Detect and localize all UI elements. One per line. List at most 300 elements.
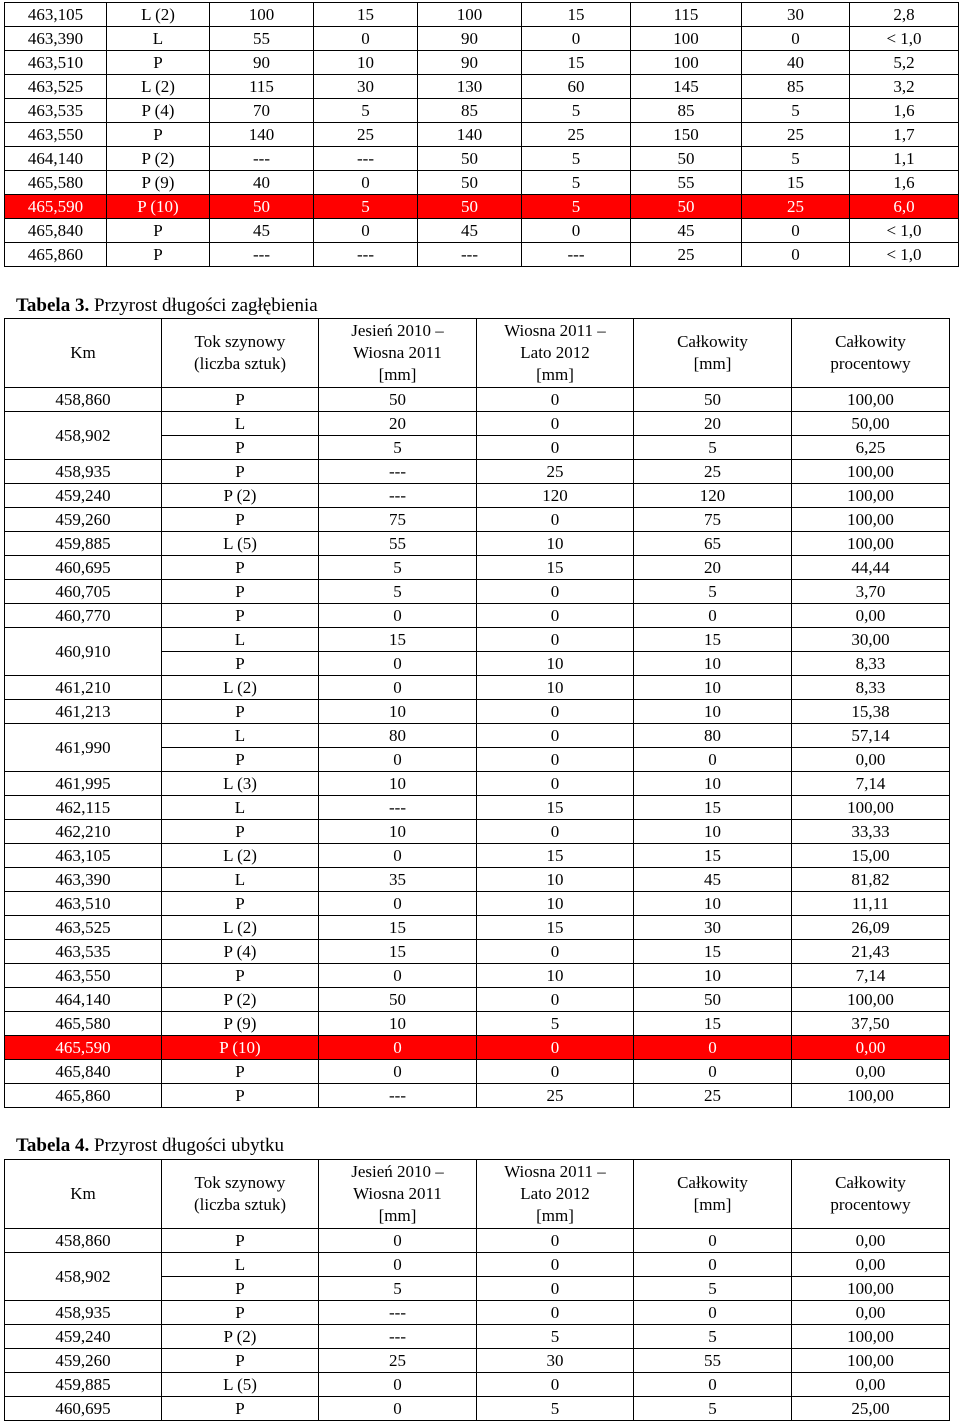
table-cell: L xyxy=(162,868,319,892)
column-header xyxy=(162,319,319,388)
table-row xyxy=(5,508,950,532)
table-cell: 0 xyxy=(319,1036,477,1060)
km-cell: 459,260 xyxy=(5,508,162,532)
table-cell: 30 xyxy=(742,3,850,27)
table-cell: 5 xyxy=(634,1325,792,1349)
table-cell: L (3) xyxy=(162,772,319,796)
column-header-line: Lato 2012 xyxy=(520,343,590,362)
table-cell: 70 xyxy=(210,99,314,123)
column-header-line: Wiosna 2011 xyxy=(353,1184,442,1203)
table-cell: 0,00 xyxy=(792,1060,950,1084)
table-cell: P (2) xyxy=(162,484,319,508)
table-row xyxy=(5,1349,950,1373)
table-cell: 100 xyxy=(210,3,314,27)
table-cell: 120 xyxy=(634,484,792,508)
table-cell: 100,00 xyxy=(792,988,950,1012)
table-cell: 10 xyxy=(634,892,792,916)
table-cell: 30,00 xyxy=(792,628,950,652)
table-cell: 15 xyxy=(742,171,850,195)
table-cell: L xyxy=(162,796,319,820)
table-cell: P xyxy=(162,700,319,724)
table-cell: 55 xyxy=(631,171,742,195)
column-header-line: [mm] xyxy=(536,1206,574,1225)
table-cell: 15 xyxy=(634,796,792,820)
table-cell: P xyxy=(162,820,319,844)
table-cell: 0,00 xyxy=(792,604,950,628)
table-cell: 55 xyxy=(634,1349,792,1373)
column-header-line: Wiosna 2011 – xyxy=(504,1162,606,1181)
table-cell: 10 xyxy=(634,964,792,988)
column-header xyxy=(792,319,950,388)
table-cell: 45 xyxy=(210,219,314,243)
table-cell: 140 xyxy=(418,123,522,147)
table-cell: 5 xyxy=(634,1397,792,1421)
table-cell: 10 xyxy=(477,532,634,556)
table-cell: 2,8 xyxy=(850,3,959,27)
km-cell: 463,535 xyxy=(5,940,162,964)
table-cell: 100,00 xyxy=(792,1084,950,1108)
table-row xyxy=(5,988,950,1012)
table-cell: 0 xyxy=(477,1253,634,1277)
column-header-line: Całkowity xyxy=(835,332,906,351)
table-cell: 65 xyxy=(634,532,792,556)
table-cell: 0 xyxy=(522,27,631,51)
table-cell: 50 xyxy=(210,195,314,219)
table-row xyxy=(5,1253,950,1277)
column-header xyxy=(634,319,792,388)
km-cell: 459,240 xyxy=(5,484,162,508)
table-cell: 15,38 xyxy=(792,700,950,724)
table-cell: 5 xyxy=(319,1277,477,1301)
table-cell: 463,390 xyxy=(5,27,107,51)
km-cell: 458,902 xyxy=(5,412,162,460)
table-cell: 3,70 xyxy=(792,580,950,604)
table-cell: 20 xyxy=(634,556,792,580)
table-row xyxy=(5,51,959,75)
column-header-line: [mm] xyxy=(378,365,417,384)
table-cell: 0 xyxy=(477,700,634,724)
km-cell: 465,580 xyxy=(5,1012,162,1036)
table-cell: 15 xyxy=(477,844,634,868)
table-cell: 25 xyxy=(631,243,742,267)
table-cell: 5,2 xyxy=(850,51,959,75)
table-cell: 55 xyxy=(319,532,477,556)
table-cell: 140 xyxy=(210,123,314,147)
table-cell: 1,6 xyxy=(850,99,959,123)
km-cell: 463,510 xyxy=(5,892,162,916)
table-cell: 0 xyxy=(634,1036,792,1060)
table-cell: 0 xyxy=(319,1397,477,1421)
table-cell: 10 xyxy=(477,964,634,988)
table-cell: 0 xyxy=(477,628,634,652)
table-cell: 1,6 xyxy=(850,171,959,195)
table-cell: 0 xyxy=(634,1060,792,1084)
table-cell: 0 xyxy=(742,219,850,243)
table-cell: 465,580 xyxy=(5,171,107,195)
table-cell: 5 xyxy=(477,1012,634,1036)
table-cell: --- xyxy=(210,243,314,267)
table-cell: 15 xyxy=(634,1012,792,1036)
table-cell: 15 xyxy=(319,916,477,940)
table3-depression-length-growth xyxy=(4,318,950,1108)
table-cell: 0 xyxy=(477,772,634,796)
table-cell: 0 xyxy=(634,748,792,772)
table-cell: 8,33 xyxy=(792,676,950,700)
table-cell: 50,00 xyxy=(792,412,950,436)
table-cell: P xyxy=(162,1277,319,1301)
table-cell: P (2) xyxy=(107,147,210,171)
table-cell: 0 xyxy=(477,1277,634,1301)
table-cell: 5 xyxy=(522,99,631,123)
table-row xyxy=(5,940,950,964)
table-cell: 465,840 xyxy=(5,219,107,243)
km-cell: 460,910 xyxy=(5,628,162,676)
km-cell: 459,885 xyxy=(5,1373,162,1397)
table4-caption xyxy=(16,1134,284,1158)
table-cell: P xyxy=(162,892,319,916)
table-row xyxy=(5,27,959,51)
table-cell: 5 xyxy=(522,147,631,171)
table-cell: L (2) xyxy=(162,676,319,700)
table-cell: 50 xyxy=(634,988,792,1012)
table-cell: 0 xyxy=(319,844,477,868)
km-cell: 465,840 xyxy=(5,1060,162,1084)
table-cell: 25 xyxy=(314,123,418,147)
table-cell: 45 xyxy=(418,219,522,243)
table-cell: 37,50 xyxy=(792,1012,950,1036)
table-cell: P (9) xyxy=(162,1012,319,1036)
km-cell: 461,210 xyxy=(5,676,162,700)
table-cell: 10 xyxy=(634,652,792,676)
table-cell: L xyxy=(107,27,210,51)
column-header-line: (liczba sztuk) xyxy=(193,354,287,373)
km-cell: 460,695 xyxy=(5,556,162,580)
table-cell: P xyxy=(162,1301,319,1325)
table-row xyxy=(5,460,950,484)
table-cell: 50 xyxy=(319,388,477,412)
table-cell: 100 xyxy=(631,27,742,51)
table-cell: 0,00 xyxy=(792,748,950,772)
table-cell: 465,590 xyxy=(5,195,107,219)
table-cell: 0 xyxy=(477,1229,634,1253)
table-cell: 115 xyxy=(631,3,742,27)
km-cell: 459,260 xyxy=(5,1349,162,1373)
table-cell: P xyxy=(162,604,319,628)
column-header-line: Wiosna 2011 – xyxy=(504,321,606,340)
table-cell: 464,140 xyxy=(5,147,107,171)
table-cell: --- xyxy=(210,147,314,171)
table-cell: 5 xyxy=(319,556,477,580)
table-cell: 85 xyxy=(742,75,850,99)
table-cell: L (2) xyxy=(162,844,319,868)
table-row xyxy=(5,219,959,243)
table-cell: 100,00 xyxy=(792,460,950,484)
table-cell: 0 xyxy=(319,964,477,988)
table-cell: 463,105 xyxy=(5,3,107,27)
table-cell: P (2) xyxy=(162,988,319,1012)
table-cell: 100,00 xyxy=(792,508,950,532)
table-cell: L xyxy=(162,1253,319,1277)
table-row-highlighted xyxy=(5,1036,950,1060)
table-cell: 0 xyxy=(319,1373,477,1397)
table-cell: L (2) xyxy=(107,3,210,27)
table4-caption-number: Tabela 4. xyxy=(16,1135,90,1156)
table-row xyxy=(5,796,950,820)
column-header-line: [mm] xyxy=(693,1195,732,1214)
table-cell: 5 xyxy=(742,99,850,123)
table-cell: 40 xyxy=(742,51,850,75)
table-row xyxy=(5,820,950,844)
column-header-line: Wiosna 2011 xyxy=(353,343,442,362)
table-cell: P (10) xyxy=(162,1036,319,1060)
table-cell: 0 xyxy=(634,1229,792,1253)
table-cell: 15 xyxy=(477,916,634,940)
table-cell: 100,00 xyxy=(792,388,950,412)
table-cell: 60 xyxy=(522,75,631,99)
table-row-highlighted xyxy=(5,195,959,219)
column-header-line: Lato 2012 xyxy=(520,1184,590,1203)
table-row xyxy=(5,412,950,436)
column-header xyxy=(162,1160,319,1229)
column-header-line: Jesień 2010 – xyxy=(351,1162,444,1181)
table-cell: 100 xyxy=(631,51,742,75)
km-cell: 458,860 xyxy=(5,1229,162,1253)
km-cell: 463,525 xyxy=(5,916,162,940)
table-cell: P xyxy=(107,219,210,243)
table-cell: --- xyxy=(314,243,418,267)
table-cell: --- xyxy=(319,1084,477,1108)
table-cell: 8,33 xyxy=(792,652,950,676)
column-header-line: Całkowity xyxy=(677,1173,748,1192)
table-cell: 0 xyxy=(742,27,850,51)
table-row xyxy=(5,916,950,940)
table-cell: 26,09 xyxy=(792,916,950,940)
table-cell: --- xyxy=(319,1301,477,1325)
table-row xyxy=(5,123,959,147)
table-cell: 90 xyxy=(210,51,314,75)
km-cell: 458,860 xyxy=(5,388,162,412)
table-cell: 15 xyxy=(522,51,631,75)
table-cell: 120 xyxy=(477,484,634,508)
km-cell: 463,390 xyxy=(5,868,162,892)
table-cell: 30 xyxy=(634,916,792,940)
table-cell: 463,510 xyxy=(5,51,107,75)
table-cell: 15 xyxy=(314,3,418,27)
table-cell: 0 xyxy=(634,1301,792,1325)
table-cell: 0 xyxy=(314,27,418,51)
table-cell: 100 xyxy=(418,3,522,27)
table-cell: 25 xyxy=(742,195,850,219)
table-cell: 7,14 xyxy=(792,964,950,988)
table-cell: 10 xyxy=(634,676,792,700)
table-row xyxy=(5,628,950,652)
table-cell: 5 xyxy=(522,171,631,195)
table-cell: 0 xyxy=(319,1253,477,1277)
table-cell: 5 xyxy=(319,436,477,460)
table-cell: 1,1 xyxy=(850,147,959,171)
table-cell: L xyxy=(162,412,319,436)
table-cell: 50 xyxy=(631,147,742,171)
km-cell: 463,550 xyxy=(5,964,162,988)
column-header-line: [mm] xyxy=(693,354,732,373)
table-cell: 145 xyxy=(631,75,742,99)
table-cell: 0 xyxy=(319,748,477,772)
table-row xyxy=(5,75,959,99)
km-cell: 465,590 xyxy=(5,1036,162,1060)
table-cell: 0 xyxy=(319,1060,477,1084)
table-cell: 33,33 xyxy=(792,820,950,844)
table-row xyxy=(5,844,950,868)
table-cell: 80 xyxy=(634,724,792,748)
table-cell: 0 xyxy=(314,171,418,195)
table-cell: 0 xyxy=(634,1373,792,1397)
table-cell: 85 xyxy=(631,99,742,123)
table-cell: 0,00 xyxy=(792,1301,950,1325)
table-row xyxy=(5,1373,950,1397)
table-cell: P xyxy=(162,508,319,532)
table-cell: 0 xyxy=(477,412,634,436)
table-cell: 100,00 xyxy=(792,796,950,820)
table-cell: 45 xyxy=(634,868,792,892)
table-cell: --- xyxy=(314,147,418,171)
table-cell: 15 xyxy=(477,556,634,580)
column-header-line: Całkowity xyxy=(677,332,748,351)
table-cell: 10 xyxy=(319,772,477,796)
table-row xyxy=(5,964,950,988)
table-cell: 25 xyxy=(477,1084,634,1108)
table-row xyxy=(5,1229,950,1253)
table-cell: 15 xyxy=(477,796,634,820)
table-cell: 1,7 xyxy=(850,123,959,147)
table-cell: --- xyxy=(319,460,477,484)
column-header-line: [mm] xyxy=(536,365,574,384)
km-cell: 465,860 xyxy=(5,1084,162,1108)
km-cell: 459,885 xyxy=(5,532,162,556)
table-cell: 25 xyxy=(742,123,850,147)
table-cell: 90 xyxy=(418,51,522,75)
table-cell: 10 xyxy=(314,51,418,75)
table-cell: 50 xyxy=(634,388,792,412)
table-cell: 80 xyxy=(319,724,477,748)
table-cell: --- xyxy=(319,484,477,508)
table-cell: 3,2 xyxy=(850,75,959,99)
table-cell: 50 xyxy=(418,147,522,171)
table-cell: 45 xyxy=(631,219,742,243)
table-cell: P xyxy=(162,1397,319,1421)
table-cell: 7,14 xyxy=(792,772,950,796)
table-cell: 0,00 xyxy=(792,1229,950,1253)
table-cell: 0 xyxy=(319,676,477,700)
table-cell: 50 xyxy=(418,195,522,219)
table-cell: P xyxy=(162,436,319,460)
table-cell: P xyxy=(162,964,319,988)
table-row xyxy=(5,1301,950,1325)
table-row xyxy=(5,580,950,604)
table-cell: 5 xyxy=(314,99,418,123)
table-cell: L (2) xyxy=(162,916,319,940)
km-cell: 462,210 xyxy=(5,820,162,844)
table-cell: 50 xyxy=(319,988,477,1012)
table-cell: 10 xyxy=(477,868,634,892)
table-cell: 0 xyxy=(477,1301,634,1325)
table-cell: 0 xyxy=(477,580,634,604)
table-cell: 5 xyxy=(634,436,792,460)
table-cell: 20 xyxy=(319,412,477,436)
table-cell: 100,00 xyxy=(792,1277,950,1301)
table-cell: 6,25 xyxy=(792,436,950,460)
table-cell: P (4) xyxy=(107,99,210,123)
table-cell: 0 xyxy=(634,604,792,628)
table-cell: P (10) xyxy=(107,195,210,219)
table-cell: 0 xyxy=(477,436,634,460)
table-row xyxy=(5,388,950,412)
table-cell: < 1,0 xyxy=(850,219,959,243)
table-cell: 15 xyxy=(522,3,631,27)
table-cell: 40 xyxy=(210,171,314,195)
table-cell: P xyxy=(107,243,210,267)
table-row xyxy=(5,1084,950,1108)
column-header-line: Km xyxy=(70,1184,96,1203)
table-cell: L xyxy=(162,628,319,652)
table-cell: 5 xyxy=(477,1397,634,1421)
table-cell: L xyxy=(162,724,319,748)
column-header xyxy=(477,319,634,388)
km-cell: 461,990 xyxy=(5,724,162,772)
table-cell: 25 xyxy=(634,460,792,484)
table-row xyxy=(5,892,950,916)
table-cell: 0 xyxy=(634,1253,792,1277)
table-cell: 10 xyxy=(319,820,477,844)
table-cell: 5 xyxy=(522,195,631,219)
table-cell: L (2) xyxy=(107,75,210,99)
table-cell: 0 xyxy=(742,243,850,267)
column-header xyxy=(634,1160,792,1229)
table-cell: L (5) xyxy=(162,1373,319,1397)
table-cell: 115 xyxy=(210,75,314,99)
column-header-line: Km xyxy=(70,343,96,362)
table-cell: 11,11 xyxy=(792,892,950,916)
table-cell: 0,00 xyxy=(792,1253,950,1277)
table-cell: 0,00 xyxy=(792,1373,950,1397)
table-cell: 0 xyxy=(477,820,634,844)
km-cell: 460,770 xyxy=(5,604,162,628)
table-cell: 0 xyxy=(477,724,634,748)
table-cell: P xyxy=(107,51,210,75)
table-cell: --- xyxy=(319,796,477,820)
table-cell: 465,860 xyxy=(5,243,107,267)
table-row xyxy=(5,700,950,724)
table-cell: 5 xyxy=(314,195,418,219)
table-cell: 463,525 xyxy=(5,75,107,99)
km-cell: 460,695 xyxy=(5,1397,162,1421)
table-cell: 0 xyxy=(319,604,477,628)
table-cell: 10 xyxy=(477,676,634,700)
table-row xyxy=(5,556,950,580)
table-cell: 50 xyxy=(631,195,742,219)
table-cell: 15 xyxy=(634,628,792,652)
table-row xyxy=(5,1060,950,1084)
table-cell: 100,00 xyxy=(792,484,950,508)
table-cell: 5 xyxy=(477,1325,634,1349)
column-header-line: procentowy xyxy=(830,1195,911,1214)
table-row xyxy=(5,724,950,748)
table-cell: 100,00 xyxy=(792,1349,950,1373)
table-cell: 50 xyxy=(418,171,522,195)
column-header xyxy=(792,1160,950,1229)
table-cell: 25,00 xyxy=(792,1397,950,1421)
table-cell: 150 xyxy=(631,123,742,147)
table-cell: P xyxy=(107,123,210,147)
